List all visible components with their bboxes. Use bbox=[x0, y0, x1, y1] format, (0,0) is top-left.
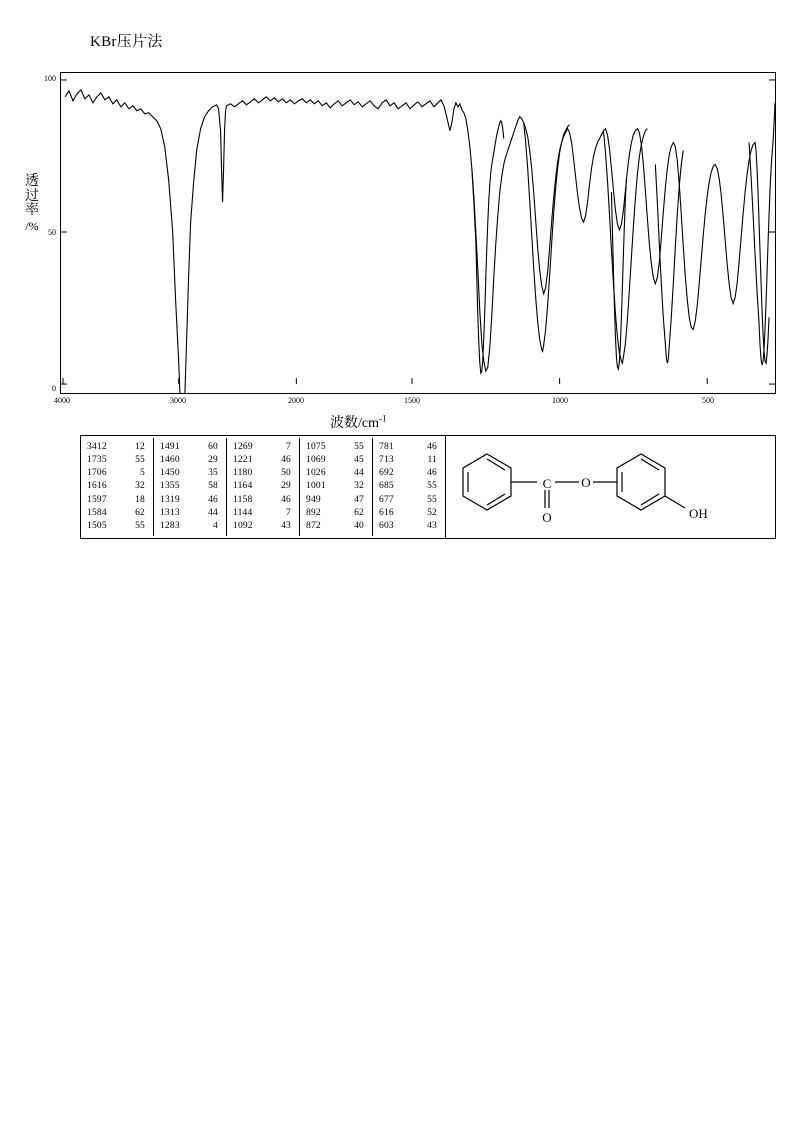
spectrum-peak-1283 bbox=[603, 129, 647, 364]
peak-row bbox=[306, 467, 368, 480]
peak-row bbox=[233, 467, 295, 480]
peak-wavenumber: 1269 bbox=[233, 441, 253, 452]
benzene-ring-right bbox=[617, 454, 665, 510]
peak-wavenumber: 1491 bbox=[160, 441, 180, 452]
peak-value: 46 bbox=[427, 468, 437, 479]
hydroxyl-label: OH bbox=[689, 506, 708, 521]
peak-row bbox=[379, 480, 441, 493]
peak-column-4 bbox=[300, 438, 373, 536]
peak-wavenumber: 1460 bbox=[160, 454, 180, 465]
peak-value: 44 bbox=[208, 507, 218, 518]
peak-row bbox=[87, 520, 149, 533]
y-axis-title-text: 透过率 bbox=[25, 174, 39, 219]
structure-svg bbox=[441, 436, 775, 538]
peak-row bbox=[306, 507, 368, 520]
peak-value: 40 bbox=[354, 521, 364, 531]
peak-row bbox=[306, 520, 368, 533]
peak-row bbox=[233, 494, 295, 507]
x-tick-4000: 4000 bbox=[54, 396, 70, 405]
peak-wavenumber: 1313 bbox=[160, 507, 180, 518]
peak-wavenumber: 713 bbox=[379, 454, 394, 465]
peak-wavenumber: 1069 bbox=[306, 454, 326, 465]
peak-value: 46 bbox=[281, 494, 291, 505]
peak-wavenumber: 872 bbox=[306, 521, 321, 531]
peak-wavenumber: 1735 bbox=[87, 454, 107, 465]
peak-row bbox=[160, 507, 222, 520]
y-tick-0: 0 bbox=[52, 384, 56, 393]
ir-spectrum-plot bbox=[60, 72, 776, 394]
peak-value: 43 bbox=[281, 521, 291, 531]
ester-oxygen-label: O bbox=[581, 475, 591, 490]
peak-row bbox=[160, 441, 222, 454]
y-tick-100: 100 bbox=[44, 74, 56, 83]
peak-wavenumber: 1221 bbox=[233, 454, 253, 465]
peak-value: 32 bbox=[135, 481, 145, 492]
peak-wavenumber: 1001 bbox=[306, 481, 326, 492]
carbonyl-carbon-label: C bbox=[542, 476, 552, 491]
peak-wavenumber: 692 bbox=[379, 468, 394, 479]
peak-wavenumber: 1616 bbox=[87, 481, 107, 492]
peak-value: 45 bbox=[354, 454, 364, 465]
peak-row bbox=[160, 520, 222, 533]
peak-wavenumber: 1158 bbox=[233, 494, 253, 505]
carbonyl-oxygen-label: O bbox=[542, 510, 552, 525]
peak-wavenumber: 1505 bbox=[87, 521, 107, 531]
peak-row bbox=[306, 494, 368, 507]
peak-value: 52 bbox=[427, 507, 437, 518]
peak-value: 46 bbox=[208, 494, 218, 505]
spectrum-peak-713 bbox=[749, 103, 775, 365]
peak-row bbox=[87, 507, 149, 520]
peak-value: 12 bbox=[135, 441, 145, 452]
peak-row bbox=[87, 480, 149, 493]
peak-value: 58 bbox=[208, 481, 218, 492]
peak-wavenumber: 3412 bbox=[87, 441, 107, 452]
peak-value: 44 bbox=[354, 468, 364, 479]
peak-value: 32 bbox=[354, 481, 364, 492]
x-tick-2000: 2000 bbox=[288, 396, 304, 405]
peak-row bbox=[87, 441, 149, 454]
peak-value: 46 bbox=[281, 454, 291, 465]
peak-value: 46 bbox=[427, 441, 437, 452]
peak-wavenumber: 1283 bbox=[160, 521, 180, 531]
peak-wavenumber: 1075 bbox=[306, 441, 326, 452]
peak-wavenumber: 1180 bbox=[233, 468, 253, 479]
peak-row bbox=[379, 507, 441, 520]
peak-wavenumber: 616 bbox=[379, 507, 394, 518]
peak-value: 50 bbox=[281, 468, 291, 479]
x-tick-1000: 1000 bbox=[552, 396, 568, 405]
peak-row bbox=[87, 494, 149, 507]
peak-column-3 bbox=[227, 438, 300, 536]
peak-row bbox=[233, 507, 295, 520]
peak-value: 55 bbox=[354, 441, 364, 452]
spectrum-curve-svg bbox=[61, 73, 775, 393]
peak-row bbox=[306, 441, 368, 454]
peak-column-5 bbox=[373, 438, 445, 536]
peak-row bbox=[160, 454, 222, 467]
peak-row bbox=[233, 454, 295, 467]
peak-row bbox=[306, 454, 368, 467]
axis-ticks bbox=[61, 80, 775, 384]
peak-value: 18 bbox=[135, 494, 145, 505]
peak-value: 29 bbox=[208, 454, 218, 465]
peak-wavenumber: 677 bbox=[379, 494, 394, 505]
y-tick-50: 50 bbox=[48, 228, 56, 237]
x-axis-title bbox=[330, 412, 387, 432]
y-axis-unit: /% bbox=[25, 219, 39, 234]
peak-row bbox=[233, 441, 295, 454]
chemical-structure-diagram bbox=[441, 436, 775, 538]
peak-value: 43 bbox=[427, 521, 437, 531]
peak-row bbox=[379, 454, 441, 467]
peak-wavenumber: 949 bbox=[306, 494, 321, 505]
peak-wavenumber: 1319 bbox=[160, 494, 180, 505]
peak-wavenumber: 1092 bbox=[233, 521, 253, 531]
peak-wavenumber: 781 bbox=[379, 441, 394, 452]
peak-value: 60 bbox=[208, 441, 218, 452]
peak-wavenumber: 603 bbox=[379, 521, 394, 531]
y-axis-title bbox=[22, 175, 42, 233]
peak-row bbox=[233, 480, 295, 493]
peak-wavenumber: 1026 bbox=[306, 468, 326, 479]
peak-row bbox=[233, 520, 295, 533]
x-tick-1500: 1500 bbox=[404, 396, 420, 405]
peak-wavenumber: 685 bbox=[379, 481, 394, 492]
peak-value: 11 bbox=[427, 454, 437, 465]
spectrum-trace-hi bbox=[65, 90, 769, 393]
peak-column-2 bbox=[154, 438, 227, 536]
peak-wavenumber: 1164 bbox=[233, 481, 253, 492]
peak-value: 62 bbox=[135, 507, 145, 518]
peak-row bbox=[87, 454, 149, 467]
x-axis-title-exponent: -1 bbox=[379, 413, 387, 424]
peak-value: 7 bbox=[286, 507, 291, 518]
peak-row bbox=[379, 520, 441, 533]
peak-row bbox=[160, 494, 222, 507]
peak-wavenumber: 1584 bbox=[87, 507, 107, 518]
x-axis-title-text: 波数/cm bbox=[330, 416, 379, 431]
peak-row bbox=[160, 480, 222, 493]
peak-value: 47 bbox=[354, 494, 364, 505]
peak-value: 5 bbox=[140, 468, 145, 479]
peak-wavenumber: 1355 bbox=[160, 481, 180, 492]
peak-table bbox=[81, 436, 446, 538]
peak-value: 55 bbox=[427, 494, 437, 505]
peak-value: 55 bbox=[135, 454, 145, 465]
peak-value: 29 bbox=[281, 481, 291, 492]
peak-row bbox=[379, 467, 441, 480]
x-tick-500: 500 bbox=[702, 396, 714, 405]
peak-row bbox=[379, 441, 441, 454]
peak-value: 55 bbox=[427, 481, 437, 492]
peak-row bbox=[379, 494, 441, 507]
peak-table-and-structure-box bbox=[80, 435, 776, 539]
peak-row bbox=[306, 480, 368, 493]
peak-value: 55 bbox=[135, 521, 145, 531]
method-label: KBr压片法 bbox=[90, 34, 163, 50]
peak-row bbox=[87, 467, 149, 480]
peak-wavenumber: 1450 bbox=[160, 468, 180, 479]
peak-wavenumber: 892 bbox=[306, 507, 321, 518]
peak-value: 4 bbox=[213, 521, 218, 531]
peak-wavenumber: 1597 bbox=[87, 494, 107, 505]
peak-value: 7 bbox=[286, 441, 291, 452]
x-tick-3000: 3000 bbox=[170, 396, 186, 405]
peak-value: 62 bbox=[354, 507, 364, 518]
peak-column-1 bbox=[81, 438, 154, 536]
peak-value: 35 bbox=[208, 468, 218, 479]
benzene-ring-left bbox=[463, 454, 511, 510]
peak-row bbox=[160, 467, 222, 480]
peak-wavenumber: 1706 bbox=[87, 468, 107, 479]
peak-wavenumber: 1144 bbox=[233, 507, 253, 518]
